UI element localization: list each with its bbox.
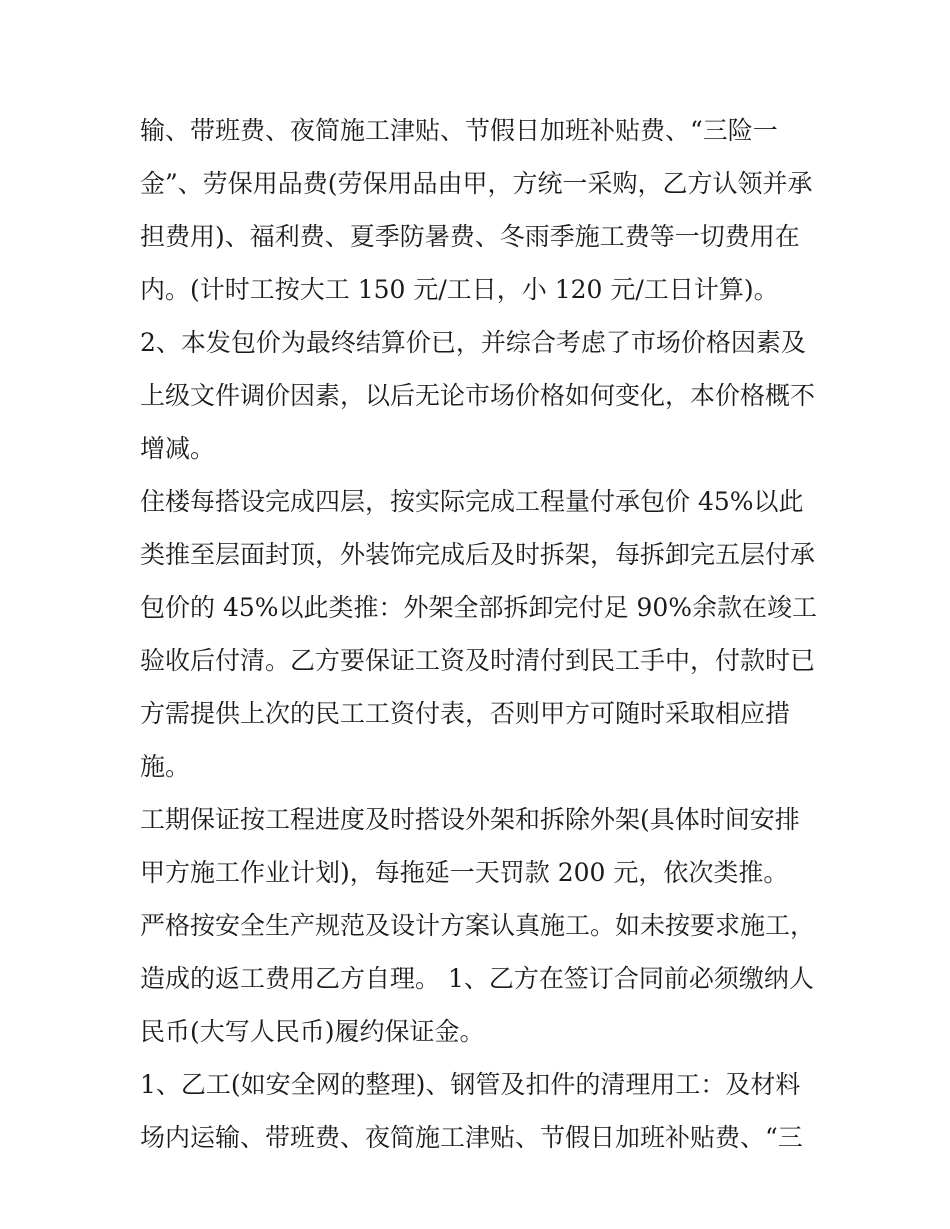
text-line: 金”、劳保用品费(劳保用品由甲，方统一采购，乙方认领并承 (140, 169, 813, 198)
text-line: 1、乙工(如安全网的整理)、钢管及扣件的清理用工：及材料 (140, 1070, 801, 1099)
text-line: 输、带班费、夜简施工津贴、节假日加班补贴费、“三险一 (140, 116, 778, 145)
text-line: 验收后付清。乙方要保证工资及时清付到民工手中，付款时已 (140, 646, 816, 675)
text-line: 民币(大写人民币)履约保证金。 (140, 1017, 485, 1046)
text-line: 类推至层面封顶，外装饰完成后及时拆架，每拆卸完五层付承 (140, 540, 816, 569)
document-body (140, 104, 820, 1164)
text-line: 场内运输、带班费、夜简施工津贴、节假日加班补贴费、“三 (140, 1123, 803, 1152)
text-line: 上级文件调价因素，以后无论市场价格如何变化，本价格概不 (140, 381, 816, 410)
text-line: 增减。 (140, 434, 216, 463)
text-line: 工期保证按工程进度及时搭设外架和拆除外架(具体时间安排 (140, 805, 800, 834)
text-line: 施。 (140, 752, 191, 781)
text-line: 内。(计时工按大工 150 元/工日，小 120 元/工日计算)。 (140, 275, 779, 304)
text-line: 造成的返工费用乙方自理。 1、乙方在签订合同前必须缴纳人 (140, 964, 814, 993)
text-line: 严格按安全生产规范及设计方案认真施工。如未按要求施工， (140, 911, 816, 940)
text-line: 2、本发包价为最终结算价已，并综合考虑了市场价格因素及 (140, 328, 806, 357)
text-line: 住楼每搭设完成四层，按实际完成工程量付承包价 45%以此 (140, 487, 804, 516)
text-line: 甲方施工作业计划)，每拖延一天罚款 200 元，依次类推。 (140, 858, 789, 887)
text-line: 方需提供上次的民工工资付表，否则甲方可随时采取相应措 (140, 699, 791, 728)
text-line: 担费用)、福利费、夏季防暑费、冬雨季施工费等一切费用在 (140, 222, 800, 251)
text-line: 包价的 45%以此类推：外架全部拆卸完付足 90%余款在竣工 (140, 593, 818, 622)
